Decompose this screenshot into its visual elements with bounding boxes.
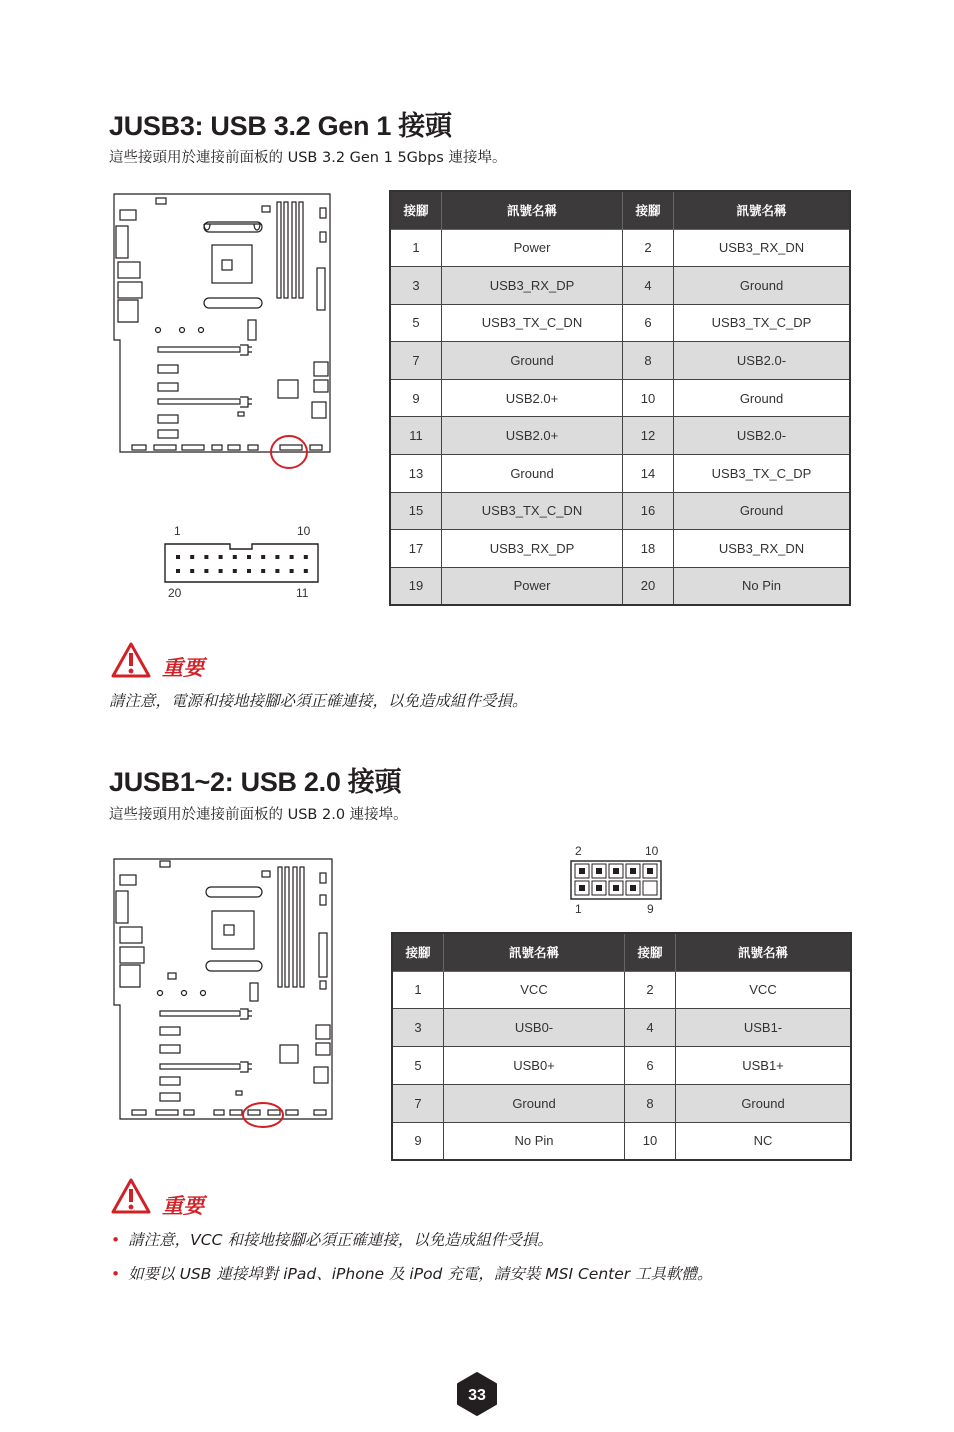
signal-name-cell: USB3_TX_C_DP [674,455,851,493]
header-pin: 接腳 [623,191,674,229]
header-pin: 接腳 [390,191,442,229]
connector-pin [647,868,653,874]
connector-pin [613,885,619,891]
table-row [390,379,850,417]
signal-name-cell: Ground [676,1084,852,1122]
signal-name-cell: USB3_TX_C_DN [442,492,623,530]
header-signal: 訊號名稱 [442,191,623,229]
connector-pin [630,885,636,891]
connector-pin [261,555,265,559]
pin-number-cell: 6 [625,1047,676,1085]
signal-name-cell: Power [442,229,623,267]
signal-name-cell: USB3_TX_C_DN [442,304,623,342]
signal-name-cell: USB3_RX_DP [442,530,623,568]
table-row [392,1047,851,1085]
signal-name-cell: USB0+ [444,1047,625,1085]
pin-number-cell: 12 [623,417,674,455]
connector-pin [596,868,602,874]
header-signal: 訊號名稱 [444,933,625,971]
signal-name-cell: USB2.0- [674,417,851,455]
connector-pin [219,555,223,559]
signal-name-cell: USB3_RX_DN [674,530,851,568]
signal-name-cell: USB3_TX_C_DP [674,304,851,342]
signal-name-cell: Ground [442,455,623,493]
table-row [392,1122,851,1160]
signal-name-cell: USB2.0+ [442,417,623,455]
usb3-connector-label-11: 11 [296,586,309,600]
signal-name-cell: VCC [444,971,625,1009]
signal-name-cell: Ground [674,492,851,530]
important-label: 重要 [162,656,204,680]
table-row [390,455,850,493]
signal-name-cell: No Pin [444,1122,625,1160]
connector-pin [630,868,636,874]
motherboard-diagram-usb3 [112,190,337,472]
signal-name-cell: Ground [674,379,851,417]
pin-number-cell: 10 [625,1122,676,1160]
connector-pin [247,555,251,559]
warning-icon [110,1177,152,1215]
important-label: 重要 [162,1194,204,1218]
connector-pin [219,569,223,573]
signal-name-cell: USB1- [676,1009,852,1047]
pin-number-cell: 15 [390,492,442,530]
connector-pin [233,555,237,559]
signal-name-cell: USB3_RX_DN [674,229,851,267]
bullet-text: 如要以 USB 連接埠對 iPad、iPhone 及 iPod 充電，請安裝 MSI Center 工具軟體。 [128,1265,713,1283]
signal-name-cell: USB1+ [676,1047,852,1085]
pin-number-cell: 10 [623,379,674,417]
signal-name-cell: Ground [674,267,851,305]
usb3-description: 這些接頭用於連接前面板的 USB 3.2 Gen 1 5Gbps 連接埠。 [109,150,507,166]
connector-pin [304,555,308,559]
pin-number-cell: 9 [390,379,442,417]
pin-number-cell: 3 [392,1009,444,1047]
usb2-connector-label-2: 2 [575,844,582,858]
pin-number-cell: 5 [392,1047,444,1085]
usb3-important-note: 請注意，電源和接地接腳必須正確連接，以免造成組件受損。 [109,692,528,710]
connector-pin [613,868,619,874]
connector-pin [275,569,279,573]
usb3-title: JUSB3: USB 3.2 Gen 1 接頭 [109,111,452,141]
usb2-pin-table [391,932,852,1161]
connector-pin [247,569,251,573]
pin-number-cell: 11 [390,417,442,455]
table-row [390,229,850,267]
signal-name-cell: Power [442,567,623,605]
table-row [390,492,850,530]
connector-pin [579,885,585,891]
signal-name-cell: USB2.0- [674,342,851,380]
pin-number-cell: 20 [623,567,674,605]
signal-name-cell: NC [676,1122,852,1160]
pin-number-cell: 2 [623,229,674,267]
connector-pin [176,555,180,559]
pin-number-cell: 8 [625,1084,676,1122]
pin-number-cell: 7 [392,1084,444,1122]
pin-number-cell: 7 [390,342,442,380]
usb3-connector-diagram [164,543,319,583]
table-row [390,304,850,342]
pin-number-cell: 4 [623,267,674,305]
signal-name-cell: USB3_RX_DP [442,267,623,305]
pin-number-cell: 1 [390,229,442,267]
usb2-connector-label-1: 1 [575,902,582,916]
bullet-dot-icon: • [111,1231,121,1249]
pin-number-cell: 18 [623,530,674,568]
pin-number-cell: 4 [625,1009,676,1047]
connector-pin [176,569,180,573]
usb2-bullet-1 [111,1228,553,1250]
connector-pin [190,555,194,559]
table-row [390,342,850,380]
pin-number-cell: 9 [392,1122,444,1160]
pin-number-cell: 3 [390,267,442,305]
connector-pin [290,555,294,559]
pin-number-cell: 6 [623,304,674,342]
connector-pin [579,868,585,874]
usb3-connector-label-10: 10 [297,524,311,538]
page-number: 33 [468,1387,486,1404]
header-pin: 接腳 [392,933,444,971]
signal-name-cell: VCC [676,971,852,1009]
pin-number-cell: 13 [390,455,442,493]
connector-pin [233,569,237,573]
pin-number-cell: 16 [623,492,674,530]
usb2-title: JUSB1~2: USB 2.0 接頭 [109,767,402,797]
signal-name-cell: USB0- [444,1009,625,1047]
usb3-pin-table [389,190,851,606]
table-row [390,267,850,305]
table-row [392,1009,851,1047]
signal-name-cell: Ground [442,342,623,380]
bullet-text: 請注意，VCC 和接地接腳必須正確連接，以免造成組件受損。 [128,1231,553,1249]
motherboard-diagram-usb2 [112,855,337,1130]
usb2-description: 這些接頭用於連接前面板的 USB 2.0 連接埠。 [109,807,408,823]
connector-pin [596,885,602,891]
header-pin: 接腳 [625,933,676,971]
pin-number-cell: 5 [390,304,442,342]
header-signal: 訊號名稱 [676,933,852,971]
usb2-connector-label-10: 10 [645,844,659,858]
pin-number-cell: 1 [392,971,444,1009]
usb2-connector-diagram [570,860,662,900]
warning-icon [110,641,152,679]
bullet-dot-icon: • [111,1265,121,1283]
pin-number-cell: 17 [390,530,442,568]
usb2-connector-label-9: 9 [647,902,654,916]
pin-number-cell: 19 [390,567,442,605]
usb3-connector-label-20: 20 [168,586,182,600]
table-row [392,971,851,1009]
signal-name-cell: USB2.0+ [442,379,623,417]
connector-pin [204,555,208,559]
table-row [392,1084,851,1122]
connector-pin [261,569,265,573]
usb2-bullet-2 [111,1262,713,1284]
table-row [390,567,850,605]
signal-name-cell: Ground [444,1084,625,1122]
connector-pin [204,569,208,573]
connector-pin [304,569,308,573]
pin-number-cell: 14 [623,455,674,493]
connector-pin-box [643,881,657,895]
table-row [390,530,850,568]
pin-number-cell: 2 [625,971,676,1009]
table-row [390,417,850,455]
connector-pin [290,569,294,573]
connector-pin [190,569,194,573]
pin-number-cell: 8 [623,342,674,380]
page-number-badge [456,1372,498,1416]
connector-pin [275,555,279,559]
header-signal: 訊號名稱 [674,191,851,229]
signal-name-cell: No Pin [674,567,851,605]
usb3-connector-label-1: 1 [174,524,181,538]
